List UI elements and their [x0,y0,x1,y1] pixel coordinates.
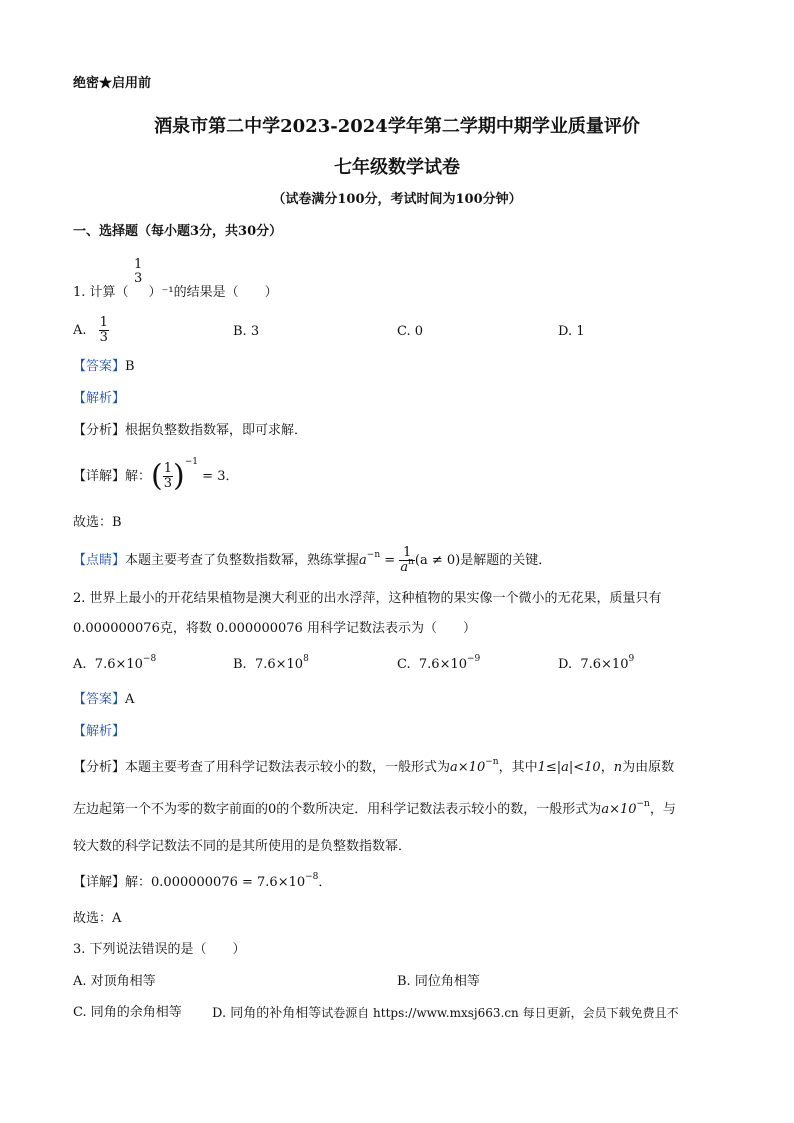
q1-fraction-raised [132,258,144,286]
option-value: 7.6×10 [418,657,467,672]
q1-answer [73,359,135,375]
xiangjie-fraction [163,462,173,491]
q2-answer [73,692,134,708]
fenxi-formula-exp: −n [636,799,650,809]
frac-den-exp: n [408,557,414,567]
xiangjie-result: = 3． [202,469,239,484]
left-paren: ( [151,458,163,494]
frac-den: 3 [99,330,108,345]
formula-lhs: a [359,553,367,568]
q1-dianjing [73,543,551,579]
q1-stem [73,285,278,301]
answer-tag: 【答案】 [73,359,126,374]
frac-den-base: a [400,560,409,575]
q1-fraction-den: 3 [134,271,143,286]
fenxi-tag: 【分析】 [73,423,126,438]
xiangjie-exp: −8 [305,872,319,882]
fenxi-text: 为由原数 [622,760,675,775]
xiangjie-prefix: 解： [125,469,152,484]
q2-choose: 故选：A [73,911,122,926]
q2-stem-line1: 2. 世界上最小的开花结果植物是澳大利亚的出水浮萍，这种植物的果实像一个微小的无花果，质量只有 [73,591,662,606]
formula-eq: = [384,553,396,568]
formula-condition: (a ≠ 0) [414,553,461,568]
q3-option-c: C. 同角的余角相等 [73,1005,182,1020]
q1-choose: 故选：B [73,515,122,530]
q1-fraction-num: 1 [134,257,143,272]
q2-xiangjie [73,872,332,891]
q1-jiexi-tag: 【解析】 [73,391,126,406]
option-exp: 9 [628,654,635,664]
dianjing-suffix: 是解题的关键． [460,553,552,568]
q1-option-b: B. 3 [233,324,260,339]
q1-option-c: C. 0 [397,324,424,339]
q1-stem-prefix: 1. 计算（ [73,285,129,300]
q2-jiexi-tag: 【解析】 [73,724,126,739]
answer-value: B [125,359,135,374]
option-exp: −8 [142,654,157,664]
q2-fenxi-line1 [73,757,675,776]
fenxi-text: ，其中 [498,760,538,775]
q2-fenxi-line3: 较大数的科学记数法不同的是其所使用的是负整数指数幂． [73,839,412,854]
frac-num: 1 [99,315,108,330]
q1-stem-suffix: ）⁻¹的结果是（ ） [148,285,278,300]
exam-info: （试卷满分100分，考试时间为100分钟） [272,192,522,207]
option-label: A. [73,657,87,672]
q3-option-b: B. 同位角相等 [397,974,480,989]
q2-stem-line2: 0.000000076克，将数 0.000000076 用科学记数法表示为（ ） [73,621,476,636]
frac-num: 1 [402,545,412,560]
q2-option-b [233,654,309,673]
fenxi-text: 左边起第一个不为零的数字前面的 [73,802,269,817]
answer-tag: 【答案】 [73,692,126,707]
q1-fenxi [73,423,307,439]
dianjing-tag: 【点睛】 [73,553,126,568]
secret-mark: 绝密★启用前 [73,76,152,91]
q2-fenxi-line2 [73,799,676,818]
q3-option-d-line [212,1005,679,1022]
section-heading: 一、选择题（每小题3分，共30分） [73,224,283,239]
option-value: 7.6×10 [580,657,629,672]
fenxi-tag: 【分析】 [73,760,126,775]
xiangjie-text: 解：0.000000076 = 7.6×10 [125,875,306,890]
watermark-text: 试卷源自 https://www.mxsj663.cn 每日更新，会员下载免费且不 [321,1006,679,1020]
right-paren: ) [173,458,185,494]
fenxi-formula-exp: −n [485,757,499,767]
formula-exp: −n [366,550,381,560]
q3-option-a: A. 对顶角相等 [73,974,156,989]
exam-title: 酒泉市第二中学2023-2024学年第二学期中期学业质量评价 [154,116,640,137]
xiangjie-tag: 【详解】 [73,875,126,890]
option-value: 7.6×10 [94,657,143,672]
frac-den: 3 [163,476,173,491]
option-exp: −9 [467,654,481,664]
fenxi-n: n [613,760,623,775]
answer-value: A [125,692,135,707]
q1-xiangjie [73,457,238,497]
q2-option-d [558,654,635,673]
fenxi-zero: 0 [268,802,277,817]
q1-option-a [73,316,109,345]
exam-subtitle-grade: 七年级数学试卷 [334,157,460,178]
q1-option-a-label: A. [73,323,87,338]
option-label: D. [558,657,573,672]
option-value: 7.6×10 [254,657,304,672]
formula-fraction [399,546,415,575]
dianjing-prefix: 本题主要考查了负整数指数幂，熟练掌握 [125,553,360,568]
q3-option-d: D. 同角的补角相等 [212,1006,322,1021]
q1-option-a-fraction [99,316,109,345]
fenxi-text: 的个数所决定．用科学记数法表示较小的数，一般形式为 [276,802,602,817]
fenxi-text: ，与 [649,802,676,817]
q2-option-a [73,654,157,673]
q3-stem: 3. 下列说法错误的是（ ） [73,942,246,957]
fenxi-text: ， [600,760,614,775]
frac-num: 1 [163,461,173,476]
xiangjie-end: ． [318,875,332,890]
q1-option-d: D. 1 [558,324,585,339]
option-label: C. [397,657,411,672]
option-exp: 8 [303,654,309,664]
xiangjie-exponent: −1 [184,457,199,467]
fenxi-text: 本题主要考查了用科学记数法表示较小的数，一般形式为 [125,760,451,775]
fenxi-range: 1≤|a|<10 [537,760,601,775]
q2-option-c [397,654,481,673]
xiangjie-tag: 【详解】 [73,469,126,484]
fenxi-text: 根据负整数指数幂，即可求解． [125,423,308,438]
option-label: B. [233,657,247,672]
fenxi-formula: a×10 [601,802,637,817]
frac-den [399,557,415,575]
fenxi-formula: a×10 [450,760,486,775]
